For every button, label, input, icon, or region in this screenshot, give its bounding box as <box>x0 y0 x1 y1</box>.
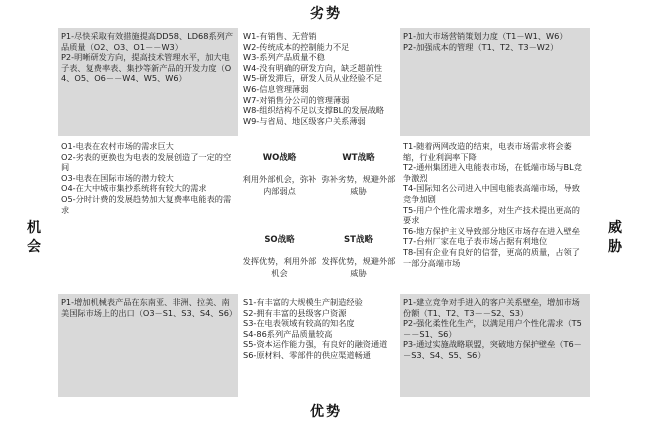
st-strategy-list-cell <box>400 294 590 397</box>
so-quadrant <box>240 234 319 279</box>
wt-quadrant <box>319 152 398 197</box>
wt-strategy-list-cell <box>400 28 590 136</box>
wt-strategy-list: P1-加大市场营销策划力度（T1－W1、W6） P2-加强成本的管理（T1、T2、T3－W2） <box>403 31 568 52</box>
wt-desc: 弥补劣势，规避外部威胁 <box>321 174 396 196</box>
opportunity-label <box>26 219 42 257</box>
wo-strategy-list-cell <box>58 28 238 136</box>
strength-list: S1-有丰富的大规模生产制造经验 S2-拥有丰富的县级客户资源 S3-在电表领域有较高的知名度 S4-86系列产品质量较高 S5-资本运作能力强，有良好的融资通道 S6-原材料、零部件的供应渠道畅通 <box>243 297 388 360</box>
wo-desc: 利用外部机会，弥补内部弱点 <box>242 174 317 196</box>
threat-label-text: 威胁 <box>608 220 622 255</box>
wo-title: WO战略 <box>262 153 297 163</box>
threat-list-cell <box>400 138 590 292</box>
wo-strategy-list: P1-尽快采取有效措施提高DD58、LD68系列产品质量（O2、O3、O1－－W3） P2-明晰研发方向，提高技术管理水平，加大电子表、复费率表、集抄等新产品的开发力度（O4、O5、O6－－W4、W5、W6） <box>61 31 234 84</box>
st-title: ST战略 <box>344 235 373 245</box>
strength-label: 优势 <box>310 404 342 420</box>
strength-list-cell <box>240 294 398 397</box>
so-strategy-list: P1-增加机械表产品在东南亚、非洲、拉美、南美国际市场上的出口（O3－S1、S3、S4、S6） <box>61 297 238 318</box>
opportunity-list-cell <box>58 138 238 292</box>
st-desc: 发挥优势，规避外部威胁 <box>321 256 396 278</box>
wo-quadrant <box>240 152 319 197</box>
weakness-list-cell <box>240 28 398 136</box>
st-quadrant <box>319 234 398 279</box>
strategy-matrix <box>240 138 398 292</box>
so-title: SO战略 <box>264 235 295 245</box>
opportunity-label-text: 机会 <box>27 220 41 255</box>
opportunity-list: O1-电表在农村市场的需求巨大 O2-劣表的更换也为电表的发展创造了一定的空间 O3-电表在国际市场的潜力较大 O4-在大中城市集抄系统将有较大的需求 O5-分时计费的发展趋势加大复费率电能表的需求 <box>61 141 232 215</box>
threat-label <box>607 219 623 257</box>
so-strategy-list-cell <box>58 294 238 397</box>
st-strategy-list: P1-建立竞争对手进入的客户关系壁垒，增加市场份额（T1、T2、T3－－S2、S3） P2-强化柔性化生产，以满足用户个性化需求（T5－－S1、S6） P3-通过实施战略联盟，突破地方保护壁垒（T6－－S3、S4、S5、S6） <box>403 297 582 360</box>
wt-title: WT战略 <box>342 153 375 163</box>
threat-list: T1-随着两网改造的结束，电表市场需求将会萎缩，行业利润率下降 T2-通州集团进入电能表市场，在低端市场与BL竞争激烈 T4-国际知名公司进入中国电能表高端市场，导致竞争加剧 T5-用户个性化需求增多，对生产技术提出更高的要求 T6-地方保护主义导致部分地区市场存在进入壁垒 T7-台州厂家在电子表市场占据有利地位 T8-国有企业有良好的信誉，更高的质量，占领了一部分高端市场 <box>403 141 582 268</box>
weakness-list: W1-有销售、无营销 W2-传统成本的控制能力不足 W3-系列产品质量不稳 W4-没有明确的研发方向，缺乏超前性 W5-研发滞后，研发人员从业经验不足 W6-信息管理薄弱 W7-对销售分公司的管理薄弱 W8-组织结构不足以支撑BL的发展战略 W9-与省局、地区级客户关系薄弱 <box>243 31 385 126</box>
weakness-label: 劣势 <box>310 6 342 22</box>
so-desc: 发挥优势，利用外部机会 <box>242 256 317 278</box>
